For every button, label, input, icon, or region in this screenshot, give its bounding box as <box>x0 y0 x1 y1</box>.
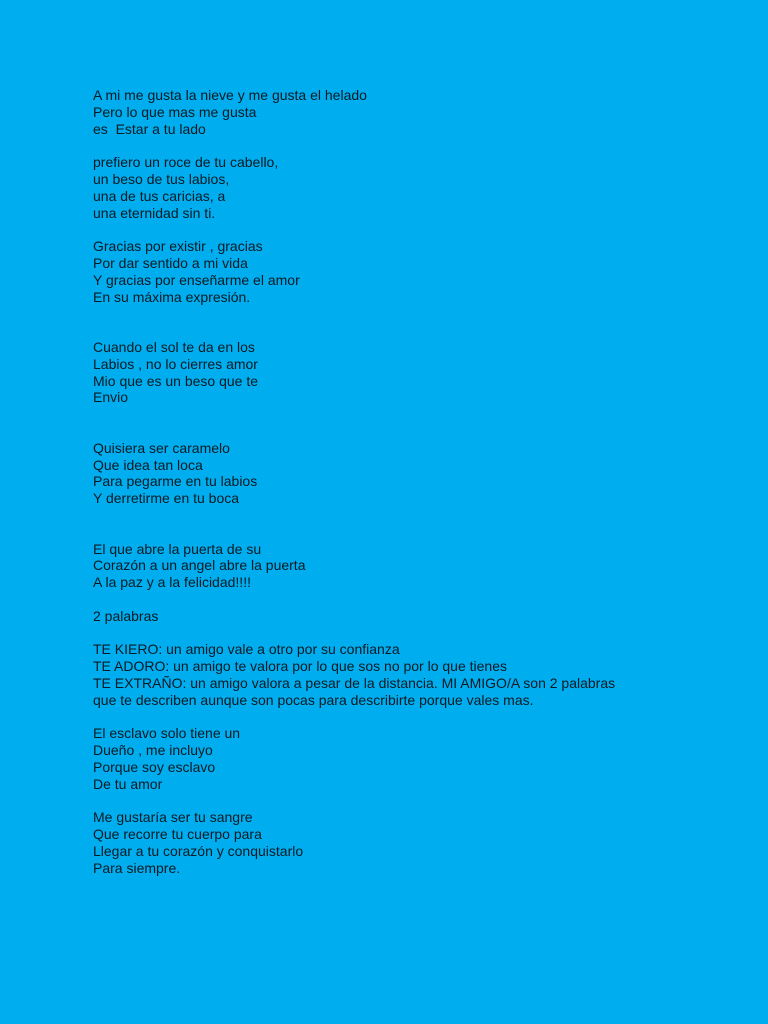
poem-line: Me gustaría ser tu sangre <box>93 809 253 826</box>
poem-line: TE KIERO: un amigo vale a otro por su confianza <box>93 641 400 658</box>
poem-line: un beso de tus labios, <box>93 170 230 187</box>
poem-line: De tu amor <box>93 775 163 792</box>
stanza-gap <box>93 625 713 642</box>
poem-line: es Estar a tu lado <box>93 120 206 137</box>
stanza-gap <box>93 708 713 725</box>
stanza-9 <box>93 725 713 792</box>
stanza-gap <box>93 221 713 238</box>
poem-line: A la paz y a la felicidad!!!! <box>93 574 251 591</box>
poem-line: El esclavo solo tiene un <box>93 725 241 742</box>
poem-line: Gracias por existir , gracias <box>93 238 263 255</box>
poem-line: Labios , no lo cierres amor <box>93 355 258 372</box>
poem-line: Para siempre. <box>93 859 181 876</box>
poem-line: Mio que es un beso que te <box>93 372 259 389</box>
poem-line: Que idea tan loca <box>93 456 203 473</box>
stanza-3 <box>93 238 713 305</box>
stanza-2 <box>93 154 713 221</box>
poem-line: Corazón a un angel abre la puerta <box>93 557 306 574</box>
poem-line: Dueño , me incluyo <box>93 742 213 759</box>
poem-line: prefiero un roce de tu cabello, <box>93 154 279 171</box>
stanza-gap <box>93 792 713 809</box>
stanza-gap <box>93 591 713 608</box>
stanza-10 <box>93 809 713 876</box>
poem-line: Para pegarme en tu labios <box>93 473 258 490</box>
poem-line: una eternidad sin ti. <box>93 204 216 221</box>
stanza-7 <box>93 608 713 625</box>
poem-line: una de tus caricias, a <box>93 187 226 204</box>
stanza-1 <box>93 87 713 137</box>
stanza-8 <box>93 641 713 708</box>
poem-line: Cuando el sol te da en los <box>93 338 255 355</box>
poem-text <box>93 87 713 876</box>
poem-line: El que abre la puerta de su <box>93 540 262 557</box>
poem-line: TE EXTRAÑO: un amigo valora a pesar de la distancia. MI AMIGO/A son 2 palabras <box>93 674 616 691</box>
stanza-gap <box>93 305 713 339</box>
poem-line: Quisiera ser caramelo <box>93 439 230 456</box>
poem-line: Por dar sentido a mi vida <box>93 254 248 271</box>
poem-line: Porque soy esclavo <box>93 758 216 775</box>
stanza-5 <box>93 440 713 507</box>
poem-line: Que recorre tu cuerpo para <box>93 826 262 843</box>
poem-heading: 2 palabras <box>93 607 159 624</box>
stanza-6 <box>93 541 713 591</box>
poem-line: que te describen aunque son pocas para describirte porque vales mas. <box>93 691 534 708</box>
poem-line: Envio <box>93 389 129 406</box>
stanza-gap <box>93 137 713 154</box>
poem-line: Y gracias por enseñarme el amor <box>93 271 300 288</box>
stanza-gap <box>93 507 713 541</box>
poem-line: TE ADORO: un amigo te valora por lo que sos no por lo que tienes <box>93 658 508 675</box>
poem-line: A mi me gusta la nieve y me gusta el helado <box>93 87 367 103</box>
poem-line: En su máxima expresión. <box>93 288 251 305</box>
stanza-4 <box>93 339 713 406</box>
poem-line: Y derretirme en tu boca <box>93 490 240 507</box>
poem-line: Pero lo que mas me gusta <box>93 103 257 120</box>
poem-line: Llegar a tu corazón y conquistarlo <box>93 842 304 859</box>
stanza-gap <box>93 406 713 440</box>
